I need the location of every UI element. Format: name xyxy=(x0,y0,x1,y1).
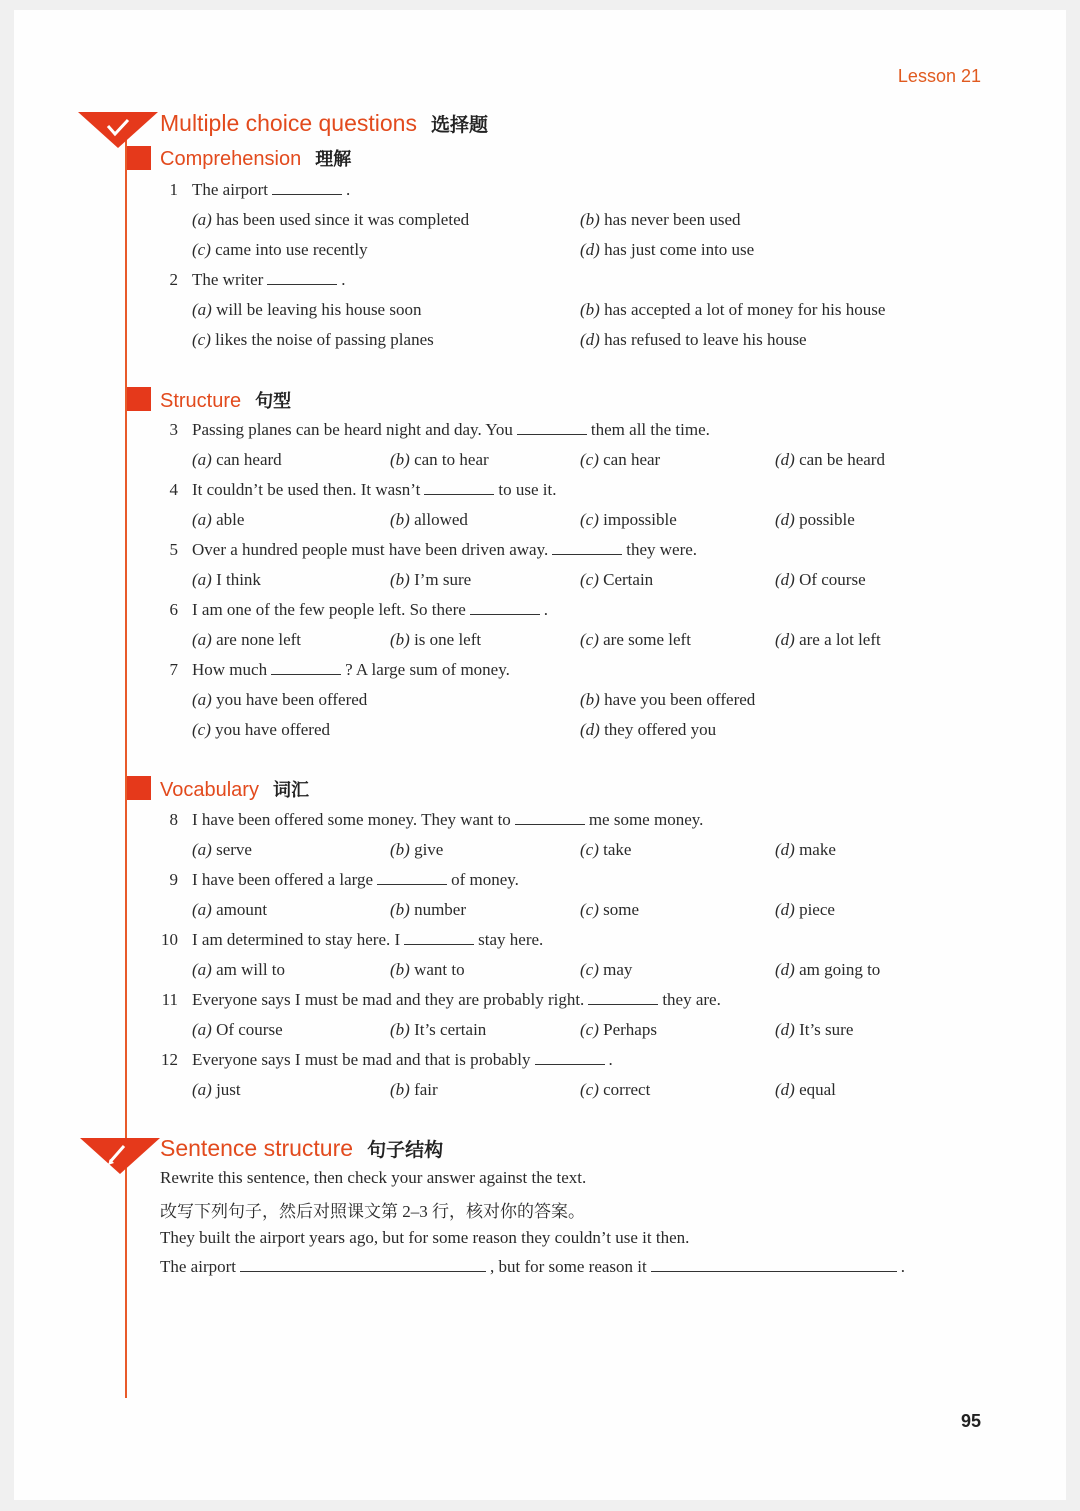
option-text: have you been offered xyxy=(604,690,756,709)
stem-text: The writer xyxy=(192,270,264,289)
option-text: amount xyxy=(216,900,268,919)
question-number: 12 xyxy=(161,1050,178,1069)
question-stem xyxy=(192,420,710,440)
option-label: (a) xyxy=(192,1020,212,1039)
question-stem xyxy=(192,270,346,290)
option-a[interactable] xyxy=(192,300,421,320)
answer-blank[interactable] xyxy=(470,600,540,615)
heading-zh: 句型 xyxy=(255,391,292,411)
stem-text: I am determined to stay here. I xyxy=(192,930,401,949)
option-d[interactable] xyxy=(775,1080,836,1100)
option-label: (b) xyxy=(390,450,410,469)
option-text: are none left xyxy=(216,630,302,649)
option-text: will be leaving his house soon xyxy=(216,300,422,319)
option-label: (a) xyxy=(192,510,212,529)
option-label: (c) xyxy=(580,570,599,589)
option-b[interactable] xyxy=(390,450,489,470)
stem-text: ? A large sum of money. xyxy=(345,660,510,679)
answer-blank[interactable] xyxy=(424,480,494,495)
option-c[interactable] xyxy=(580,1080,650,1100)
option-a[interactable] xyxy=(192,210,469,230)
option-label: (b) xyxy=(390,570,410,589)
option-label: (c) xyxy=(580,900,599,919)
stem-text: . xyxy=(543,600,549,619)
option-text: can to hear xyxy=(414,450,489,469)
option-b[interactable] xyxy=(580,210,741,230)
option-text: can heard xyxy=(216,450,282,469)
option-text: has accepted a lot of money for his house xyxy=(604,300,886,319)
heading-zh: 理解 xyxy=(315,149,352,169)
option-b[interactable] xyxy=(390,1020,486,1040)
option-label: (d) xyxy=(775,960,795,979)
option-text: just xyxy=(216,1080,241,1099)
option-d[interactable] xyxy=(775,630,881,650)
option-a[interactable] xyxy=(192,1020,283,1040)
option-c[interactable] xyxy=(580,450,660,470)
option-label: (c) xyxy=(192,240,211,259)
question-number: 5 xyxy=(169,540,178,559)
option-b[interactable] xyxy=(390,630,481,650)
stem-text: The airport xyxy=(192,180,268,199)
option-label: (c) xyxy=(580,450,599,469)
option-text: can hear xyxy=(603,450,661,469)
option-text: allowed xyxy=(414,510,468,529)
option-label: (c) xyxy=(580,510,599,529)
option-text: impossible xyxy=(603,510,677,529)
heading-en: Vocabulary xyxy=(160,779,259,801)
option-label: (b) xyxy=(580,300,600,319)
answer-blank[interactable] xyxy=(552,540,622,555)
option-c[interactable] xyxy=(580,1020,657,1040)
rewrite-text: , but for some reason it xyxy=(490,1257,647,1276)
option-d[interactable] xyxy=(775,510,855,530)
answer-blank[interactable] xyxy=(588,990,658,1005)
heading-en: Sentence structure xyxy=(160,1135,354,1161)
option-label: (a) xyxy=(192,960,212,979)
question-number: 9 xyxy=(169,870,178,889)
option-text: are some left xyxy=(603,630,691,649)
option-c[interactable] xyxy=(580,510,677,530)
option-label: (b) xyxy=(390,960,410,979)
option-text: may xyxy=(603,960,633,979)
instruction-en: Rewrite this sentence, then check your answer against the text. xyxy=(160,1168,587,1187)
question-number: 1 xyxy=(169,180,178,199)
stem-text: to use it. xyxy=(498,480,557,499)
option-text: some xyxy=(603,900,640,919)
option-text: am going to xyxy=(799,960,881,979)
stem-text: them all the time. xyxy=(590,420,710,439)
option-text: take xyxy=(603,840,632,859)
option-label: (a) xyxy=(192,210,212,229)
option-text: possible xyxy=(799,510,855,529)
option-text: equal xyxy=(799,1080,836,1099)
option-text: fair xyxy=(414,1080,438,1099)
question-stem xyxy=(192,660,510,680)
answer-blank[interactable] xyxy=(535,1050,605,1065)
option-d[interactable] xyxy=(580,240,754,260)
pencil-banner-icon xyxy=(80,1134,162,1176)
option-text: want to xyxy=(414,960,465,979)
stem-text: It couldn’t be used then. It wasn’t xyxy=(192,480,421,499)
page-number: 95 xyxy=(961,1411,982,1431)
stem-text: Over a hundred people must have been driven away. xyxy=(192,540,549,559)
option-c[interactable] xyxy=(580,570,653,590)
option-text: Certain xyxy=(603,570,654,589)
stem-text: I have been offered some money. They want to xyxy=(192,810,511,829)
stem-text: . xyxy=(608,1050,613,1069)
option-a[interactable] xyxy=(192,960,285,980)
option-text: Perhaps xyxy=(603,1020,657,1039)
option-label: (a) xyxy=(192,690,212,709)
question-stem xyxy=(192,990,721,1010)
comprehension-heading xyxy=(160,145,351,171)
rewrite-text: The airport xyxy=(160,1257,236,1276)
option-text: able xyxy=(216,510,245,529)
option-a[interactable] xyxy=(192,690,367,710)
answer-blank[interactable] xyxy=(272,180,342,195)
option-d[interactable] xyxy=(775,450,885,470)
option-b[interactable] xyxy=(580,300,885,320)
option-label: (d) xyxy=(775,630,795,649)
option-text: has refused to leave his house xyxy=(604,330,807,349)
option-text: serve xyxy=(216,840,252,859)
main-title xyxy=(160,110,488,137)
option-label: (d) xyxy=(580,720,600,739)
option-text: they offered you xyxy=(604,720,717,739)
option-text: has never been used xyxy=(604,210,741,229)
option-label: (b) xyxy=(580,690,600,709)
stem-text: they are. xyxy=(662,990,721,1009)
stem-text: stay here. xyxy=(478,930,544,949)
rewrite-line xyxy=(160,1257,905,1277)
option-d[interactable] xyxy=(775,900,835,920)
option-text: you have offered xyxy=(215,720,330,739)
stem-text: I have been offered a large xyxy=(192,870,374,889)
option-label: (b) xyxy=(390,900,410,919)
option-text: Of course xyxy=(799,570,866,589)
option-c[interactable] xyxy=(192,720,330,740)
option-text: can be heard xyxy=(799,450,885,469)
option-label: (b) xyxy=(390,840,410,859)
option-label: (a) xyxy=(192,450,212,469)
question-stem xyxy=(192,1050,613,1070)
option-d[interactable] xyxy=(775,570,866,590)
option-text: Of course xyxy=(216,1020,283,1039)
option-label: (a) xyxy=(192,1080,212,1099)
question-stem xyxy=(192,480,556,500)
option-text: are a lot left xyxy=(799,630,881,649)
stem-text: they were. xyxy=(626,540,698,559)
option-label: (b) xyxy=(390,1080,410,1099)
option-label: (b) xyxy=(580,210,600,229)
stem-text: How much xyxy=(192,660,268,679)
stem-text: Passing planes can be heard night and day. You xyxy=(192,420,513,439)
stem-text: . xyxy=(341,270,346,289)
heading-zh: 词汇 xyxy=(272,780,309,800)
margin-rule xyxy=(125,140,127,1398)
question-stem xyxy=(192,810,703,830)
option-label: (d) xyxy=(775,570,795,589)
option-label: (d) xyxy=(775,900,795,919)
option-text: came into use recently xyxy=(215,240,368,259)
option-label: (c) xyxy=(580,1080,599,1099)
stem-text: Everyone says I must be mad and that is probably xyxy=(192,1050,531,1069)
option-label: (c) xyxy=(192,330,211,349)
stem-text: I am one of the few people left. So there xyxy=(192,600,466,619)
option-label: (c) xyxy=(580,630,599,649)
rewrite-blank[interactable] xyxy=(651,1257,897,1272)
option-label: (c) xyxy=(580,960,599,979)
question-stem xyxy=(192,930,543,950)
option-text: It’s sure xyxy=(799,1020,854,1039)
lesson-label: Lesson 21 xyxy=(897,66,981,86)
section-marker xyxy=(127,776,151,800)
option-c[interactable] xyxy=(580,630,691,650)
option-a[interactable] xyxy=(192,450,282,470)
option-text: has just come into use xyxy=(604,240,755,259)
heading-zh: 句子结构 xyxy=(367,1140,444,1161)
question-number: 4 xyxy=(169,480,178,499)
heading-en: Comprehension xyxy=(160,148,302,170)
structure-heading xyxy=(160,387,291,413)
option-label: (d) xyxy=(775,1080,795,1099)
option-d[interactable] xyxy=(775,840,836,860)
option-a[interactable] xyxy=(192,570,261,590)
option-text: you have been offered xyxy=(216,690,368,709)
answer-blank[interactable] xyxy=(515,810,585,825)
vocabulary-heading xyxy=(160,776,309,802)
option-label: (a) xyxy=(192,630,212,649)
option-a[interactable] xyxy=(192,510,244,530)
option-label: (b) xyxy=(390,630,410,649)
option-label: (d) xyxy=(580,330,600,349)
option-label: (d) xyxy=(775,450,795,469)
answer-blank[interactable] xyxy=(267,270,337,285)
option-text: It’s certain xyxy=(414,1020,487,1039)
option-a[interactable] xyxy=(192,630,301,650)
question-number: 11 xyxy=(161,990,178,1009)
stem-text: of money. xyxy=(451,870,519,889)
main-title-en: Multiple choice questions xyxy=(160,110,417,136)
answer-blank[interactable] xyxy=(271,660,341,675)
option-b[interactable] xyxy=(390,960,465,980)
option-text: correct xyxy=(603,1080,651,1099)
source-sentence: They built the airport years ago, but for some reason they couldn’t use it then. xyxy=(160,1228,690,1247)
question-number: 6 xyxy=(169,600,178,619)
option-text: I’m sure xyxy=(414,570,472,589)
option-c[interactable] xyxy=(192,240,368,260)
option-text: give xyxy=(414,840,444,859)
option-text: is one left xyxy=(414,630,482,649)
question-stem xyxy=(192,180,350,200)
option-c[interactable] xyxy=(580,840,631,860)
rewrite-blank[interactable] xyxy=(240,1257,486,1272)
option-label: (b) xyxy=(390,1020,410,1039)
option-c[interactable] xyxy=(580,960,632,980)
option-label: (c) xyxy=(580,1020,599,1039)
question-stem xyxy=(192,600,548,620)
option-label: (a) xyxy=(192,840,212,859)
option-b[interactable] xyxy=(390,1080,438,1100)
question-stem xyxy=(192,540,697,560)
sentence-structure-heading xyxy=(160,1135,443,1162)
question-number: 10 xyxy=(161,930,178,949)
option-label: (c) xyxy=(580,840,599,859)
stem-text: me some money. xyxy=(588,810,704,829)
option-b[interactable] xyxy=(390,570,471,590)
option-text: likes the noise of passing planes xyxy=(215,330,434,349)
question-number: 8 xyxy=(169,810,178,829)
option-a[interactable] xyxy=(192,1080,241,1100)
answer-blank[interactable] xyxy=(377,870,447,885)
option-text: am will to xyxy=(216,960,286,979)
option-label: (d) xyxy=(775,840,795,859)
answer-blank[interactable] xyxy=(404,930,474,945)
option-label: (b) xyxy=(390,510,410,529)
option-text: piece xyxy=(799,900,835,919)
question-stem xyxy=(192,870,519,890)
stem-text: . xyxy=(346,180,351,199)
option-c[interactable] xyxy=(580,900,639,920)
option-d[interactable] xyxy=(580,330,807,350)
option-label: (d) xyxy=(580,240,600,259)
option-b[interactable] xyxy=(390,510,468,530)
question-number: 3 xyxy=(169,420,178,439)
option-d[interactable] xyxy=(580,720,716,740)
option-label: (d) xyxy=(775,510,795,529)
option-label: (d) xyxy=(775,1020,795,1039)
option-d[interactable] xyxy=(775,960,880,980)
option-label: (a) xyxy=(192,570,212,589)
option-d[interactable] xyxy=(775,1020,853,1040)
checkmark-banner-icon xyxy=(78,108,160,150)
stem-text: Everyone says I must be mad and they are probably right. xyxy=(192,990,585,1009)
option-b[interactable] xyxy=(390,900,466,920)
option-label: (a) xyxy=(192,300,212,319)
question-number: 2 xyxy=(169,270,178,289)
question-number: 7 xyxy=(169,660,178,679)
option-c[interactable] xyxy=(192,330,434,350)
heading-en: Structure xyxy=(160,390,242,412)
option-b[interactable] xyxy=(390,840,443,860)
answer-blank[interactable] xyxy=(517,420,587,435)
option-a[interactable] xyxy=(192,840,252,860)
section-marker xyxy=(127,146,151,170)
main-title-zh: 选择题 xyxy=(430,115,488,136)
option-text: number xyxy=(414,900,467,919)
option-text: make xyxy=(799,840,836,859)
section-marker xyxy=(127,387,151,411)
option-label: (c) xyxy=(192,720,211,739)
option-text: I think xyxy=(216,570,261,589)
option-b[interactable] xyxy=(580,690,755,710)
instruction-zh: 改写下列句子，然后对照课文第 2–3 行，核对你的答案。 xyxy=(160,1202,585,1221)
rewrite-text: . xyxy=(900,1257,905,1276)
option-label: (a) xyxy=(192,900,212,919)
option-a[interactable] xyxy=(192,900,267,920)
option-text: has been used since it was completed xyxy=(216,210,470,229)
